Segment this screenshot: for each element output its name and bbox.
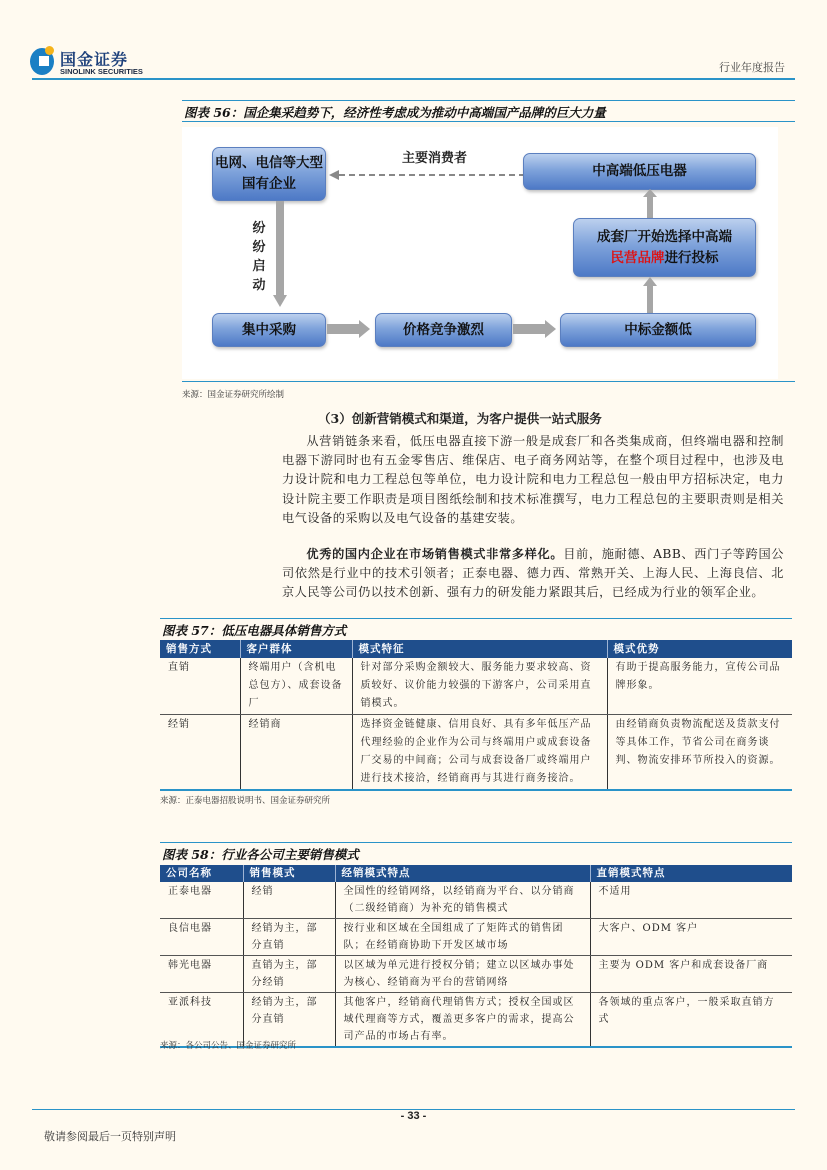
fig58-source: 来源：各公司公告、国金证券研究所 (160, 1041, 297, 1051)
table-cell: 经销商 (240, 715, 352, 791)
col-header: 模式优势 (607, 640, 792, 658)
right-arrow-2 (513, 320, 557, 338)
vertical-label (252, 219, 266, 295)
table-cell: 有助于提高服务能力，宣传公司品牌形象。 (607, 658, 792, 715)
node-soe: 电网、电信等大型国有企业 (212, 147, 326, 201)
fig57-table (160, 640, 792, 791)
table-cell: 正泰电器 (160, 882, 243, 919)
table-cell: 其他客户，经销商代理销售方式；授权全国或区域代理商等方式，覆盖更多客户的需求，提高公司产品的市场占有率。 (335, 993, 590, 1048)
node-low-bid: 中标金额低 (560, 313, 756, 347)
table-cell: 以区域为单元进行授权分销；建立以区域办事处为核心、经销商为平台的营销网络 (335, 956, 590, 993)
table-cell: 经销 (160, 715, 240, 791)
table-row (160, 882, 792, 919)
logo-mark-icon (30, 48, 54, 75)
oem-text-highlight: 民营品牌 (610, 249, 665, 266)
col-header: 客户群体 (240, 640, 352, 658)
fig56-top-rule (182, 100, 795, 101)
section-heading: （3）创新营销模式和渠道，为客户提供一站式服务 (318, 411, 602, 426)
node-oem (573, 218, 756, 277)
up-arrow-2 (642, 277, 658, 313)
table-header-row (160, 865, 792, 882)
table-cell: 直销 (160, 658, 240, 715)
table-cell: 由经销商负责物流配送及货款支付等具体工作，节省公司在商务谈判、物流安排环节所投入的资源。 (607, 715, 792, 791)
flow-diagram (182, 127, 778, 379)
node-central-purchase: 集中采购 (212, 313, 326, 347)
table-cell: 各领域的重点客户，一般采取直销方式 (590, 993, 792, 1048)
fig57-top-rule (160, 618, 792, 619)
table-cell: 针对部分采购金额较大、服务能力要求较高、资质较好、议价能力较强的下游客户，公司采用直销模式。 (352, 658, 607, 715)
table-row (160, 715, 792, 791)
table-cell: 经销为主，部分直销 (243, 919, 335, 956)
page-number: - 33 - (400, 1110, 427, 1122)
report-type: 行业年度报告 (719, 61, 785, 74)
fig56-title: 图表 56：国企集采趋势下，经济性考虑成为推动中高端国产品牌的巨大力量 (184, 105, 606, 120)
table-header-row (160, 640, 792, 658)
fig58-table (160, 865, 792, 1048)
paragraph-2-rest: 目前，施耐德、ABB、西门子等跨国公司依然是行业中的技术引领者；正泰电器、德力西、常熟开关、上海人民、上海良信、北京人民等公司仍以技术创新、强有力的研发能力紧跟其后，已经成为行业的领军企业。 (282, 547, 784, 600)
table-cell: 经销为主，部分直销 (243, 993, 335, 1048)
table-cell: 良信电器 (160, 919, 243, 956)
oem-text-suffix: 进行投标 (664, 249, 719, 266)
table-cell: 终端用户（含机电总包方）、成套设备厂 (240, 658, 352, 715)
col-header: 销售方式 (160, 640, 240, 658)
col-header: 直销模式特点 (590, 865, 792, 882)
col-header: 经销模式特点 (335, 865, 590, 882)
fig58-title: 图表 58：行业各公司主要销售模式 (162, 847, 359, 862)
vertical-char: 纷 (252, 221, 266, 236)
table-cell: 选择资金链健康、信用良好、具有多年低压产品代理经验的企业作为公司与终端用户或成套设备厂交易的中间商；公司与成套设备厂或终端用户进行技术接洽，经销商再与其进行商务接洽。 (352, 715, 607, 791)
up-arrow-1 (642, 189, 658, 219)
table-cell: 全国性的经销网络，以经销商为平台、以分销商（二级经销商）为补充的销售模式 (335, 882, 590, 919)
table-row (160, 956, 792, 993)
vertical-char: 动 (252, 278, 266, 293)
fig56-title-rule (182, 121, 795, 122)
col-header: 公司名称 (160, 865, 243, 882)
table-cell: 亚派科技 (160, 993, 243, 1048)
fig56-bottom-rule (182, 381, 795, 382)
vertical-char: 启 (252, 259, 266, 274)
paragraph-2 (282, 545, 784, 603)
col-header: 销售模式 (243, 865, 335, 882)
fig57-source: 来源：正泰电器招股说明书、国金证券研究所 (160, 796, 331, 806)
col-header: 模式特征 (352, 640, 607, 658)
table-row (160, 658, 792, 715)
table-cell: 韩光电器 (160, 956, 243, 993)
table-row (160, 919, 792, 956)
paragraph-1: 从营销链条来看，低压电器直接下游一般是成套厂和各类集成商，但终端电器和控制电器下游同时也有五金零售店、维保店、电子商务网站等，在整个项目过程中，也涉及电力设计院和电力工程总包等单位，电力设计院和电力工程总包一般由甲方招标决定，电力设计院主要工作职责是项目图纸绘制和技术标准撰写，电力工程总包的主要职责则是相关电气设备的采购以及电气设备的基建安装。 (282, 434, 784, 525)
table-cell: 不适用 (590, 882, 792, 919)
oem-text-prefix: 成套厂开始选择中高端 (597, 228, 732, 245)
table-cell: 直销为主，部分经销 (243, 956, 335, 993)
table-cell: 大客户、ODM 客户 (590, 919, 792, 956)
vertical-char: 纷 (252, 240, 266, 255)
consumer-label: 主要消费者 (402, 151, 468, 166)
right-arrow-1 (327, 320, 371, 338)
fig56-source: 来源：国金证券研究所绘制 (182, 390, 285, 400)
logo-en-text: SINOLINK SECURITIES (60, 67, 143, 76)
paragraph-2-bold: 优秀的国内企业在市场销售模式非常多样化。 (306, 547, 564, 561)
fig57-title: 图表 57：低压电器具体销售方式 (162, 623, 347, 638)
fig58-top-rule (160, 842, 792, 843)
logo-cn-text: 国金证券 (60, 50, 129, 69)
node-price-competition: 价格竞争激烈 (375, 313, 512, 347)
table-cell: 经销 (243, 882, 335, 919)
down-arrow (272, 201, 288, 307)
footer-disclaimer: 敬请参阅最后一页特别声明 (44, 1130, 176, 1143)
table-cell: 按行业和区域在全国组成了了矩阵式的销售团队；在经销商协助下开发区域市场 (335, 919, 590, 956)
header-rule (32, 78, 795, 80)
company-logo (30, 46, 155, 78)
node-high-end: 中高端低压电器 (523, 153, 756, 190)
table-cell: 主要为 ODM 客户和成套设备厂商 (590, 956, 792, 993)
